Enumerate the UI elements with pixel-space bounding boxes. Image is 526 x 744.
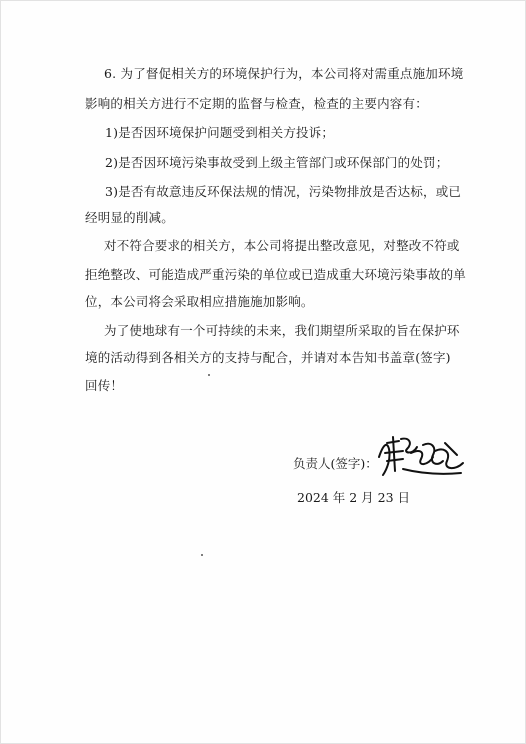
scan-speck [201, 554, 203, 556]
check-item-3-line-1: 3)是否有故意违反环保法规的情况，污染物排放是否达标，或已 [105, 184, 462, 199]
check-item-1: 1)是否因环境保护问题受到相关方投诉； [105, 125, 335, 140]
paragraph-2-line-2: 拒绝整改、可能造成严重污染的单位或已造成重大环境污染事故的单 [85, 267, 467, 282]
signature-date: 2024 年 2 月 23 日 [297, 490, 411, 505]
check-item-2: 2)是否因环境污染事故受到上级主管部门或环保部门的处罚； [105, 155, 449, 170]
signature-label: 负责人(签字)： [293, 456, 378, 471]
paragraph-3-line-1: 为了使地球有一个可持续的未来，我们期望所采取的旨在保护环 [104, 323, 460, 338]
paragraph-3-line-3: 回传！ [85, 378, 124, 393]
paragraph-2-line-1: 对不符合要求的相关方，本公司将提出整改意见，对整改不符或 [104, 238, 460, 253]
paragraph-2-line-3: 位，本公司将会采取相应措施施加影响。 [85, 294, 314, 309]
paragraph-3-line-2: 境的活动得到各相关方的支持与配合，并请对本告知书盖章(签字) [85, 350, 451, 365]
handwritten-signature [373, 433, 469, 481]
check-item-3-line-2: 经明显的削减。 [85, 210, 174, 225]
intro-line-2: 影响的相关方进行不定期的监督与检查，检查的主要内容有： [85, 96, 428, 111]
intro-line-1: 6. 为了督促相关方的环境保护行为，本公司将对需重点施加环境 [104, 66, 464, 81]
scan-speck [208, 374, 210, 376]
